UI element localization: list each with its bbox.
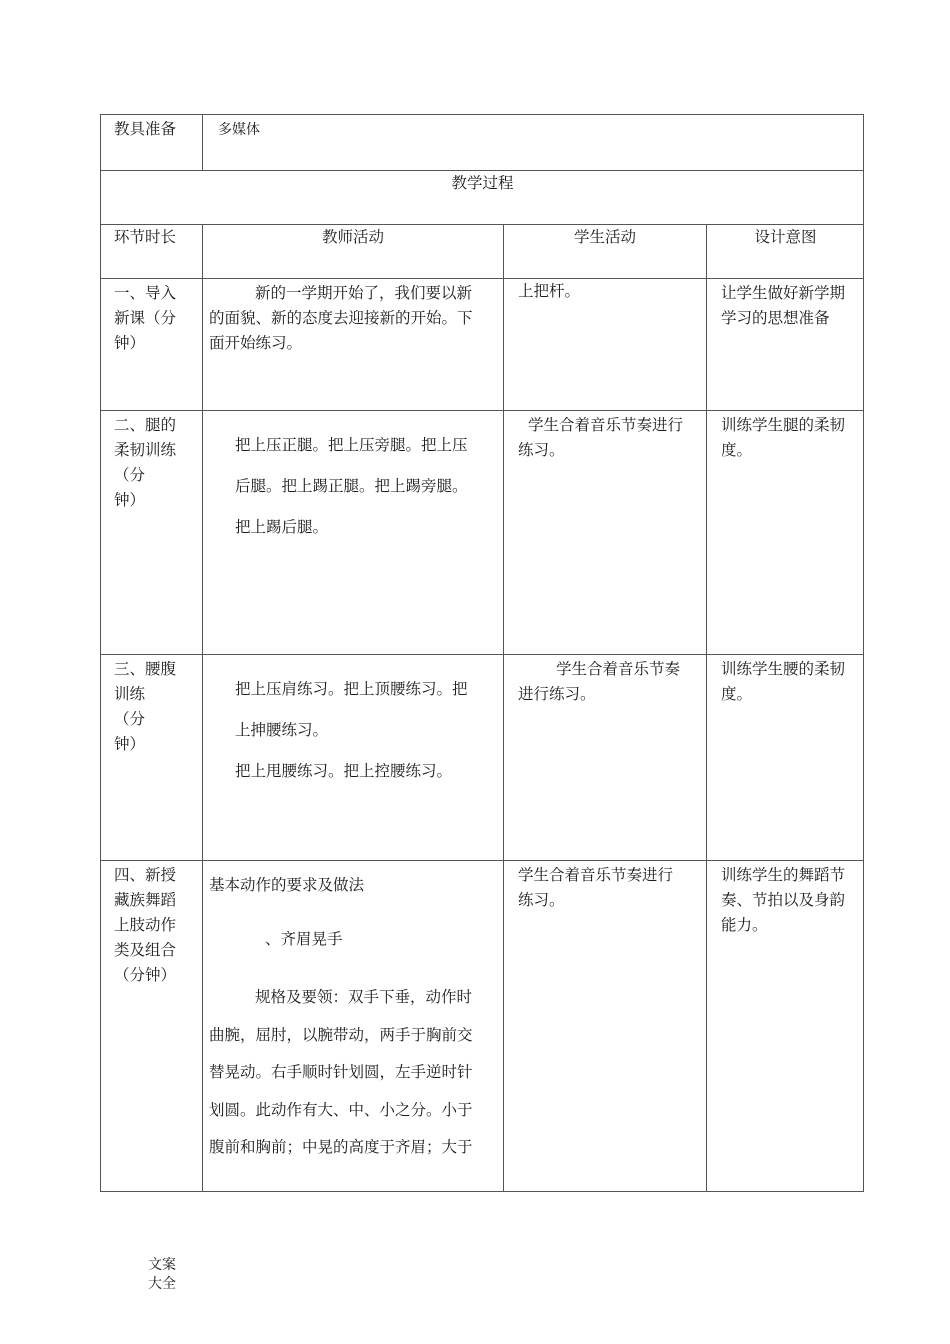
teacher-cell xyxy=(202,655,503,860)
process-title-row xyxy=(100,170,864,224)
student-cell xyxy=(503,861,706,1191)
equipment-label: 教具准备 xyxy=(114,120,177,138)
header-segment: 环节时长 xyxy=(114,228,177,246)
intent-cell xyxy=(706,655,864,860)
intent-cell xyxy=(706,411,864,654)
student-text: 学生合着音乐节奏 进行练习。 xyxy=(518,660,681,703)
student-cell xyxy=(503,411,706,654)
equipment-label-cell xyxy=(101,115,202,170)
student-cell xyxy=(503,279,706,410)
header-teacher: 教师活动 xyxy=(321,228,384,246)
segment-cell xyxy=(101,411,202,654)
header-student-cell xyxy=(503,225,706,278)
equipment-row xyxy=(100,114,864,170)
table-row xyxy=(100,278,864,410)
header-intent-cell xyxy=(706,225,864,278)
student-text: 学生合着音乐节奏进行 练习。 xyxy=(518,866,674,909)
intent-text: 训练学生的舞蹈节 奏、节拍以及身韵 能力。 xyxy=(721,866,846,934)
intent-text: 训练学生腰的柔韧 度。 xyxy=(721,660,846,703)
intent-text: 训练学生腿的柔韧 度。 xyxy=(721,416,846,459)
equipment-value-cell xyxy=(202,115,864,170)
segment-text: 三、腰腹 训练 （分 钟） xyxy=(114,660,177,753)
teacher-cell xyxy=(202,279,503,410)
teacher-text: 新的一学期开始了，我们要以新 的面貌、新的态度去迎接新的开始。下 面开始练习。 xyxy=(209,284,473,352)
teacher-cell xyxy=(202,411,503,654)
teacher-text: 把上压正腿。把上压旁腿。把上压 后腿。把上踢正腿。把上踢旁腿。 把上踢后腿。 xyxy=(235,436,468,536)
student-cell xyxy=(503,655,706,860)
table-row xyxy=(100,654,864,860)
segment-cell xyxy=(101,655,202,860)
segment-cell xyxy=(101,279,202,410)
process-title: 教学过程 xyxy=(451,174,514,192)
intent-text: 让学生做好新学期 学习的思想准备 xyxy=(721,284,846,327)
student-text: 学生合着音乐节奏进行 练习。 xyxy=(518,416,684,459)
table-row xyxy=(100,860,864,1192)
intent-cell xyxy=(706,861,864,1191)
student-text: 上把杆。 xyxy=(518,282,581,300)
teacher-text: 规格及要领：双手下垂，动作时 曲腕，屈肘，以腕带动，两手于胸前交 替晃动。右手顺时针划圆，左手逆时针 划圆。此动作有大、中、小之分。小于 腹前和胸前；中晃的高度于齐眉；大于 xyxy=(209,988,473,1156)
equipment-value: 多媒体 xyxy=(218,122,260,138)
teacher-subtitle: 、齐眉晃手 xyxy=(265,930,343,948)
segment-text: 一、导入 新课（分 钟） xyxy=(114,284,177,352)
page-footer: 文案 大全 xyxy=(148,1257,176,1292)
teacher-title: 基本动作的要求及做法 xyxy=(209,876,365,894)
segment-text: 四、新授 藏族舞蹈 上肢动作 类及组合 （分钟） xyxy=(114,866,177,984)
intent-cell xyxy=(706,279,864,410)
header-teacher-cell xyxy=(202,225,503,278)
segment-cell xyxy=(101,861,202,1191)
table-row xyxy=(100,410,864,654)
teacher-text: 把上压肩练习。把上顶腰练习。把 上抻腰练习。 把上甩腰练习。把上控腰练习。 xyxy=(235,680,468,780)
header-segment-cell xyxy=(101,225,202,278)
process-title-cell xyxy=(101,171,864,224)
header-row xyxy=(100,224,864,278)
header-intent: 设计意图 xyxy=(754,228,817,246)
segment-text: 二、腿的 柔韧训练 （分 钟） xyxy=(114,416,177,509)
teacher-cell xyxy=(202,861,503,1191)
header-student: 学生活动 xyxy=(573,228,636,246)
